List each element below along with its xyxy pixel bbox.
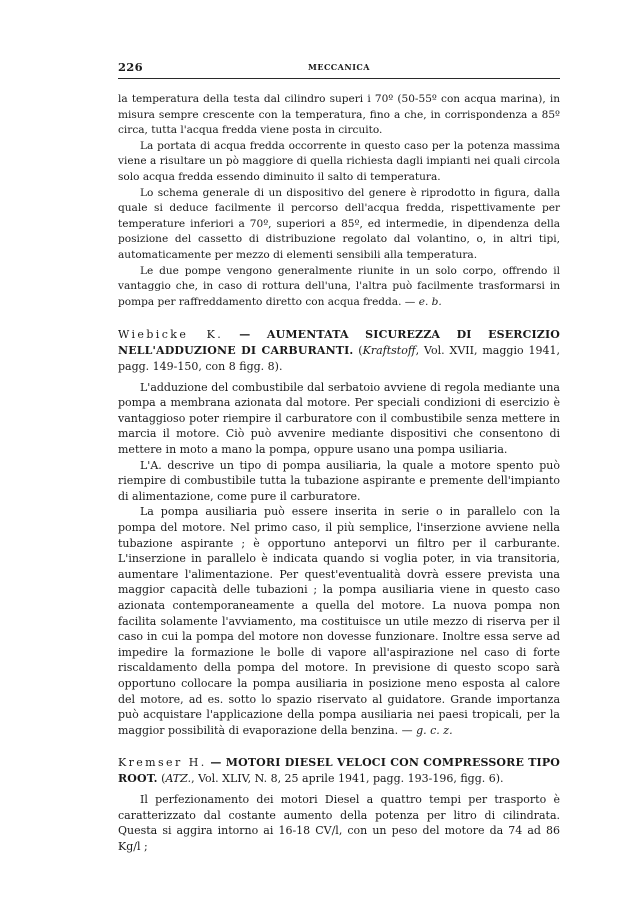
article-heading: Kremser H. — MOTORI DIESEL VELOCI CON COMPRESSORE TIPO ROOT. (ATZ., Vol. XLIV, N. 8, 25 aprile 1941, pagg. 193-196, figg. 6). — [118, 756, 560, 786]
article-heading: Wiebicke K. — AUMENTATA SICUREZZA DI ESERCIZIO NELL'ADDUZIONE DI CARBURANTI. (Kraftstoff, Vol. XVII, maggio 1941, pagg. 149-150, con 8 figg. 8). — [118, 328, 560, 373]
paragraph — [118, 504, 560, 738]
paragraph: La portata di acqua fredda occorrente in questo caso per la potenza massima viene a risultare un pò maggiore di quella richiesta dagli impianti nei quali circola solo acqua fredda essendo diminuito il salto di temperatura. — [118, 139, 560, 183]
source-journal: ATZ. — [165, 772, 192, 786]
paragraph: L'A. descrive un tipo di pompa ausiliaria, la quale a motore spento può riempire di combustibile tutta la tubazione aspirante e premente dell'impianto di alimentazione, come pure il carburatore. — [118, 458, 560, 503]
paragraph: L'adduzione del combustibile dal serbatoio avviene di regola mediante una pompa a membrana azionata dal motore. Per speciali condizioni di esercizio è vantaggioso poter riempire il carburatore con il combustibile senza mettere in marcia il motore. Ciò può avvenire mediante dispositivi che consentono di mettere in moto a mano la pompa, oppure usano una pompa usiliaria. — [118, 380, 560, 457]
page-body — [118, 92, 560, 854]
author-signature: g. c. z. — [416, 723, 453, 737]
header-rule — [118, 78, 560, 79]
article-kremser — [118, 755, 560, 854]
paragraph-text: La pompa ausiliaria può essere inserita in serie o in parallelo con la pompa del motore. Nel primo caso, il più semplice, l'inserzione avviene nella tubazione aspirante ; è opportuno anteporvi un filtro per il carburante. L'inserzione in parallelo è indicata quando si voglia poter, in via transitoria, aumentare l'alimentazione. Per quest'eventualità dovrà essere prevista una maggior capacità delle tubazioni ; la pompa ausiliaria viene in questo caso azionata contemporaneamente a quella del motore. La nuova pompa non facilita solamente l'avviamento, ma costituisce un utile mezzo di riserva per il caso in cui la pompa del motore non dovesse funzionare. Inoltre essa serve ad impedire la formazione le bolle di vapore all'aspirazione nel caso di forte riscaldamento della pompa del motore. In previsione di questo scopo sarà opportuno collocare la pompa ausiliaria in posizione meno esposta al calore del motore, ad es. sotto lo spazio riservato al guidatore. Grande importanza può acquistare l'applicazione della pompa ausiliaria nei paesi tropicali, per la maggior possibilità di evaporazione della benzina. — — [118, 505, 560, 737]
paragraph: Il perfezionamento dei motori Diesel a quattro tempi per trasporto è caratterizzato dal costante aumento della potenza per litro di cilindrata. Questa si aggira intorno ai 16-18 CV/l, con un peso del motore da 74 ad 86 Kg/l ; — [118, 792, 560, 853]
page-number: 226 — [118, 60, 143, 74]
article-continuation — [118, 92, 560, 310]
source-details: , Vol. XLIV, N. 8, 25 aprile 1941, pagg. 193-196, figg. 6). — [191, 772, 504, 786]
paragraph — [118, 264, 560, 311]
paragraph: la temperatura della testa dal cilindro superi i 70º (50-55º con acqua marina), in misura sempre crescente con la temperatura, fino a che, in corrispondenza a 85º circa, tutta l'acqua fredda viene posta in circuito. — [118, 93, 560, 137]
source-details: , Vol. XVII, maggio 1941, pagg. 149-150, con 8 figg. 8). — [118, 344, 560, 373]
page-header — [118, 60, 560, 74]
paragraph-text: Le due pompe vengono generalmente riunite in un solo corpo, offrendo il vantaggio che, in caso di rottura dell'una, l'altra può facilmente trasformarsi in pompa per raffreddamento diretto con acqua fredda. — — [118, 264, 560, 308]
author-signature: e. b. — [418, 295, 442, 308]
running-title: MECCANICA — [307, 62, 371, 72]
paragraph: Lo schema generale di un dispositivo del genere è riprodotto in figura, dalla quale si deduce facilmente il percorso dell'acqua fredda, rispettivamente per temperature inferiori a 70º, superiori a 85º, ed intermedie, in dipendenza della posizione del cassetto di distribuzione regolato dal volantino, o, in altri tipi, automaticamente per mezzo di elementi sensibili alla temperatura. — [118, 186, 560, 261]
article-author: Wiebicke K. — [118, 328, 224, 342]
article-title: — AUMENTATA SICUREZZA DI ESERCIZIO NELL'ADDUZIONE DI CARBURANTI. — [118, 328, 560, 358]
article-author: Kremser H. — [118, 756, 207, 770]
source-journal: Kraftstoff — [362, 344, 416, 358]
article-title: — MOTORI DIESEL VELOCI CON COMPRESSORE TIPO ROOT. — [118, 756, 560, 786]
article-wiebicke — [118, 327, 560, 738]
